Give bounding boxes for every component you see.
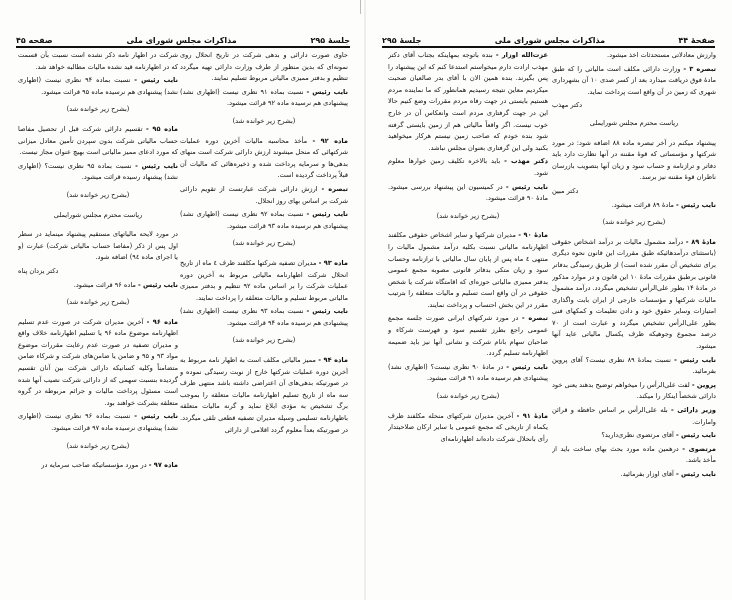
speaker-paragraph <box>180 87 348 110</box>
speaker-label: تبصره ۳ - <box>683 64 716 73</box>
paragraph-text: در کمیسیون این پیشنهاد بررسی میشود. مادهٔ ۹۰ قرائت میشود. <box>388 182 548 203</box>
speaker-paragraph <box>18 161 178 184</box>
speaker-paragraph <box>180 355 348 436</box>
paragraph-text: در مادهٔ ۹۰ نظری نیست؟ (اظهاری نشد) پیشنهادی هم نرسیده ماده ۹۱ قرائت میشود. <box>388 362 548 383</box>
speaker-paragraph <box>388 230 548 311</box>
speaker-paragraph <box>552 380 716 403</box>
centered-caption: (بشرح زیر خوانده شد) <box>602 218 666 227</box>
centered-caption: (بشرح زیر خوانده شد) <box>436 211 500 220</box>
speaker-paragraph <box>388 182 548 205</box>
paragraph <box>18 50 178 73</box>
paragraph-text: حاوی صورت دارائی و بدهی شرکت در تاریخ انحلال روی نمونه‌ای که بدین منظور از طرف وزارت دارائی تهیه میگردد تنظیم و بدفتر ممیزی مالیاتی مربوط تسلیم نمایند. <box>180 51 348 83</box>
paragraph <box>552 138 716 184</box>
paragraph-text: درهمین ماده مورد بحث بهای ساخت باید از مأخذ باشد. <box>552 444 716 465</box>
speaker-label: نایب رئیس - <box>134 412 178 421</box>
paragraph-text: وارزش معادلاتی مستحدثات اخذ میشود. <box>607 51 716 59</box>
text-column-left <box>18 50 178 570</box>
speaker-paragraph <box>18 460 178 472</box>
paragraph-text: باید بالاخره تکلیف زمین خوارها معلوم شود. <box>388 157 548 177</box>
speaker-label: نایب رئیس - <box>306 210 348 219</box>
publication-title: مذاکرات مجلس شورای ملی <box>494 36 606 45</box>
paragraph-text: ماده ۹۶ قرائت میشود. <box>73 280 136 289</box>
speaker-paragraph <box>180 306 348 329</box>
paragraph-text: نسبت بماده ۹۴ نظری نیست (اظهاری نشد) پیشنهادی هم نرسیده ماده ۹۵ قرائت میشود. <box>18 76 178 96</box>
speaker-paragraph <box>388 362 548 385</box>
speaker-label: ماده ۹۶ - <box>146 317 178 326</box>
paragraph-text: پیشنهاد میکنم در آخر تبصره ماده ۸۸ اضافه شود: در مورد شرکتها و مؤسساتی که قوهٔ مقننه در آنها نظارت دارد باید دفاتر و ترازنامه و حساب سود و زیان آنها بتصویب بازرسان ناظران قوهٔ مقننه نیز برسد. <box>552 138 716 182</box>
speaker-label: ماده ۹۷ - <box>148 461 178 470</box>
signature: دکتر مبین <box>552 186 579 195</box>
page-number: صفحه ۴۵ <box>16 36 53 45</box>
speaker-label: عزت‌الله اوزار - <box>495 51 548 59</box>
speaker-label: مادهٔ ۸۹ - <box>685 237 716 246</box>
speaker-label: نایب رئیس - <box>675 431 716 440</box>
signature: دکتر مهذب <box>552 101 583 110</box>
speaker-paragraph <box>388 50 548 154</box>
centered-caption: (بشرح زیر خوانده شد) <box>232 116 296 125</box>
speaker-paragraph <box>552 444 716 467</box>
speaker-label: نایب رئیس - <box>306 307 348 316</box>
centered-caption: (بشرح زیر خوانده شد) <box>232 336 296 345</box>
paragraph-text: نسبت بماده ۹۱ نظری نیست (اظهاری نشد) پیشنهادی هم نرسیده ماده ۹۲ قرائت میشود. <box>180 87 348 108</box>
speaker-label: مرتضوی - <box>682 444 716 453</box>
scan-artifact <box>360 0 361 14</box>
paragraph-text: بنده باتوجه بمهاینکه بجناب آقای دکتر مهذب ارادت دارم میخواستم استدعا کنم که این پیشنهاد را پس بگیرند. بنده همین الان با آقای بدر صالعیان صحبت میکردیم معاین نتیجه رسیدیم همانطور که ما نماینده مردم هستیم بایستی در جهت رفاه مردم مقررات وضع کنیم حالا این در جهت گرفتاری مردم است وانعکاس آن در خارج خوب نیست. اگر واقعاً مالیاتی هم از زمین بایستی گرفته شود بنده خودم که صاحب زمین نیستم هرکار میخواهید بکنید ولی این گرفتاری بعنوان مجلس نباشد. <box>388 51 548 152</box>
centered-caption: (بشرح زیر خوانده شد) <box>66 190 130 199</box>
paragraph-text: نسبت بماده ۹۵ نظری نیست؟ (اظهاری نشد) پیشنهاد رسیده قرائت میشود. <box>18 161 178 182</box>
speaker-paragraph <box>552 355 716 378</box>
paragraph-text: در مورد مؤسساتیکه صاحب سرمایه در <box>41 461 147 470</box>
speaker-label: نایب رئیس - <box>506 362 548 371</box>
speaker-paragraph <box>388 156 548 179</box>
speaker-label: نایب رئیس - <box>675 200 716 209</box>
speaker-label: مادهٔ ۹۱ - <box>516 411 548 420</box>
speaker-label: مادهٔ ۹۰ - <box>518 231 548 240</box>
speaker-paragraph <box>552 64 716 99</box>
paragraph-text: آقای مرتضوی نظری‌دارید؟ <box>601 431 674 440</box>
centered-caption: (بشرح زیر خوانده شد) <box>232 239 296 248</box>
text-column-left <box>388 50 548 570</box>
paragraph-text: وزارت دارائی مکلف است مالیاتی را که طبق مادهٔ فوق دریافت میدارد بعد از کسر صدی ۱۰ آن بشهرداری شهری که زمین در آن واقع است پرداخت نماید. <box>552 64 716 96</box>
right-page <box>366 0 732 600</box>
text-column-right <box>552 50 716 570</box>
session-number: جلسهٔ ۲۹۵ <box>382 36 422 45</box>
speaker-paragraph <box>180 136 348 182</box>
speaker-paragraph <box>180 209 348 232</box>
speaker-paragraph <box>18 411 178 434</box>
paragraph-text: ممیز مالیاتی مکلف است به اظهار نامه مربوط به آخرین دوره عملیات شرکتها خارج از نوبت رسیدگی نموده و در صورتیکه بدهی‌های آن اعتراضی داشته باشد منتهی ظرف سه ماه از تاریخ تسلیم اظهارنامه مالیات متعلقه را بموجب برگ تشخیص به مؤدی ابلاغ نماید و گرنه مالیات متعلقه باظهارنامه تسلیمی وسیله مدیران تصفیه قطعی تلقی میگردد. در صورتیکه بعداً معلوم گردد اقلامی از دارائی <box>180 356 348 434</box>
paragraph-text: آخرین مدیران شرکت در صورت عدم تسلیم اظهارنامه موضوع ماده ۹۶ یا تسلیم اظهارنامه خلاف واقع و مدیران تصفیه در صورت عدم رعایت مقررات موضوع مواد ۹۳ و ۹۵ و ضامن یا ضامن‌های شرکت و شرکاء ضامن متضامناً وکلیه کسانیکه دارائی شرکت بین آنان تقسیم گردیده بنسبت سهمی که از دارائی شرکت نصیب آنها شده است مسئول پرداخت مالیات و جرائم مربوطه در گروه متعلقه بشرکت خواهند بود. <box>18 317 178 407</box>
paragraph-text: مادهٔ ۸۹ قرائت میشود. <box>611 200 674 209</box>
paragraph <box>180 50 348 85</box>
speaker-paragraph <box>18 124 178 159</box>
speaker-label: وزیر دارائی - <box>671 406 716 415</box>
paragraph-text: نسبت بماده ۹۶ نظری نیست (اظهاری نشد) پیشنهادی نرسیده ماده ۹۷ قرائت میشود. <box>18 412 178 433</box>
speaker-label: نایب رئیس - <box>675 470 716 478</box>
speaker-label: دکتر مهذب - <box>504 157 548 166</box>
speaker-paragraph <box>552 237 716 353</box>
paragraph-text: مدیران شرکتها و سایر اشخاص حقوقی مکلفند اظهارنامه مالیاتی نسبت بکلیه درآمد مشمول مالیات را منتهی ٤ ماه پس از پایان سال مالیاتی با ترازنامه وحساب سود و زیان متکی بدفاتر قانونی مصوبه مجمع عمومی بدفتر ممیزی مالیاتی حوزه‌ای که اقامتگاه شرکت یا شخص حقوقی در آن واقع است تسلیم و مالیات متعلقه را بترتیب مقرر در این بخش احتساب و پرداخت نمایند. <box>388 231 548 309</box>
speaker-label: نایب رئیس - <box>674 355 716 364</box>
centered-caption: (بشرح زیر خوانده شد) <box>436 392 500 401</box>
paragraph-text: مأخذ محاسبه مالیات آخرین دوره عملیات شرکتهائی که منحل میشوند ارزش دارائی شرکت است منهای بدهی‌ها و سرمایه پرداخت شده و ذخیره‌هائی که مالیات آن قبلاً پرداخت گردیده است. <box>180 136 348 180</box>
paragraph-text: مدیران تصفیه شرکتها مکلفند ظرف ٤ ماه از تاریخ انحلال شرکت اظهارنامه مالیاتی مربوط به آخرین دوره عملیات شرکت را بر اساس ماده ۹۲ تنظیم و بدفتر ممیزی مالیاتی مربوط تسلیم و مالیات متعلقه را پرداخت نمایند. <box>180 258 348 302</box>
centered-caption: ریاست محترم مجلس شورایملی <box>53 210 143 219</box>
speaker-label: ماده ۹۴ - <box>318 356 348 365</box>
speaker-paragraph <box>180 184 348 207</box>
speaker-label: نایب رئیس - <box>135 161 178 170</box>
paragraph-text: تقسیم دارائی شرکت قبل از تحصیل مفاصا حساب مالیاتی شرکت بدون سپردن تأمین معادل میزانی که مورد ادعای ممیز مالیاتی است بهیچ عنوان مجاز نیست. <box>18 124 178 157</box>
speaker-paragraph <box>18 317 178 410</box>
speaker-label: نایب رئیس - <box>134 76 178 85</box>
centered-caption: (بشرح زیر خوانده شد) <box>66 441 130 450</box>
speaker-paragraph <box>552 469 716 481</box>
paragraph-text: نسبت بمادهٔ ۸۹ نظری نیست؟ آقای پروین بفرمائید. <box>552 355 716 376</box>
speaker-paragraph <box>552 405 716 428</box>
text-column-right <box>180 50 348 570</box>
speaker-paragraph <box>388 411 548 446</box>
speaker-label: تبصره - <box>321 184 348 193</box>
speaker-paragraph <box>552 430 716 442</box>
speaker-label: ماده ۹۲ - <box>312 136 348 145</box>
centered-caption: ریاست محترم مجلس شورایملی <box>589 118 679 127</box>
speaker-label: نایب رئیس - <box>505 182 548 191</box>
paragraph-text: بله علی‌الرأس بر اساس حافظه و قرائن وامارات. <box>552 406 716 426</box>
speaker-label: تبصره - <box>521 314 548 323</box>
running-head-right <box>382 31 715 48</box>
running-head-left <box>16 31 350 48</box>
page-number: صفحهٔ ۴۴ <box>678 36 715 45</box>
speaker-label: پروین - <box>691 380 716 389</box>
speaker-label: نایب رئیس - <box>306 87 348 96</box>
speaker-paragraph <box>388 313 548 359</box>
paragraph-text: ارزش دارائی شرکت عبارتست از تقویم دارائی شرکت بر اساس بهای روز انحلال. <box>180 184 348 205</box>
centered-caption: (بشرح زیر خوانده شد) <box>66 298 130 307</box>
speaker-label: ماده ۹۳ - <box>318 258 348 267</box>
paragraph-text: در مورد لایحه مالیاتهای مستقیم پیشنهاد مینماید در سطر اول پس از ذکر (مفاصا حساب مالیاتی شرکت) عبارت (و یا اجرای ماده ۹٤) اضافه شود. <box>18 230 178 262</box>
paragraph-text: لفت علی‌الرأس را میخواهم توضیح بدهند یعنی خود دارائی شخصاً اینکار را میکند. <box>552 380 716 401</box>
speaker-label: ماده ۹۵ - <box>146 124 178 133</box>
paragraph-text: نسبت بماده ۹۲ نظری نیست (اظهاری نشد) پیشنهادی هم نرسیده ماده ۹۳ قرائت میشود. <box>180 210 348 230</box>
paragraph-text: نسبت بماده ۹۳ نظری نیست (اظهاری نشد) پیشنهادی هم نرسیده ماده ۹۴ قرائت میشود. <box>180 307 348 327</box>
paragraph <box>552 50 716 62</box>
speaker-paragraph <box>18 75 178 98</box>
centered-caption: (بشرح زیر خوانده شد) <box>66 105 130 114</box>
paragraph-text: شرکت در اظهار نامه ذکر نشده است نسبت بآن قسمت که در اظهارنامه قید نشده مالیات مطالبه خواهد شد. <box>18 51 178 71</box>
paragraph-text: در مورد شرکتهای ایرانی صورت جلسه مجمع عمومی راجع بطرز تقسیم سود و فهرست شرکاء و صاحبان سهام بانام شرکت و نشانی آنها نیز باید ضمیمه اظهارنامه تسلیم گردد. <box>388 314 548 358</box>
paragraph <box>18 229 178 264</box>
signature: دکتر یزدان پناه <box>18 266 59 275</box>
paragraph-text: آقای اوزار بفرمائید. <box>620 470 674 478</box>
speaker-paragraph <box>18 280 178 292</box>
speaker-label: نایب رئیس - <box>137 280 178 289</box>
speaker-paragraph <box>552 200 716 212</box>
paragraph-text: آخرین مدیران شرکتهای منحله مکلفند ظرف یکماه از تاریخی که مجمع عمومی یا سایر ارکان صلاحیتدار رأی بانحلال شرکت داده‌اند اظهارنامه‌ای <box>388 411 548 443</box>
session-number: جلسهٔ ۲۹۵ <box>310 36 350 45</box>
paragraph-text: درآمد مشمول مالیات بر درآمد اشخاص حقوقی (باستثنای درآمدهائیکه طبق مقررات این قانون نحوه دیگری برای تشخیص آن مقرر شده است) از طریق رسیدگی بدفاتر قانونی برطبق مقررات مادهٔ ۱۰ این قانون و در موارد مذکور در مادهٔ ۱۴ بطور علی‌الرأس تشخیص میگردد. درآمد مشمول مالیات شرکتها و مؤسسات خارجی از ایران بابت واگذاری امتیازات وسایر حقوق خود و دادن تعلیمات و کمکهای فنی بطور علی‌الرأس تشخیص میگردد و عبارت است از ۷۰ درصد مجموع وجوهیکه ظرف یکسال مالیاتی عاید آنها میشود. <box>552 237 716 351</box>
speaker-paragraph <box>180 258 348 304</box>
publication-title: مذاکرات مجلس شورای ملی <box>126 36 237 45</box>
